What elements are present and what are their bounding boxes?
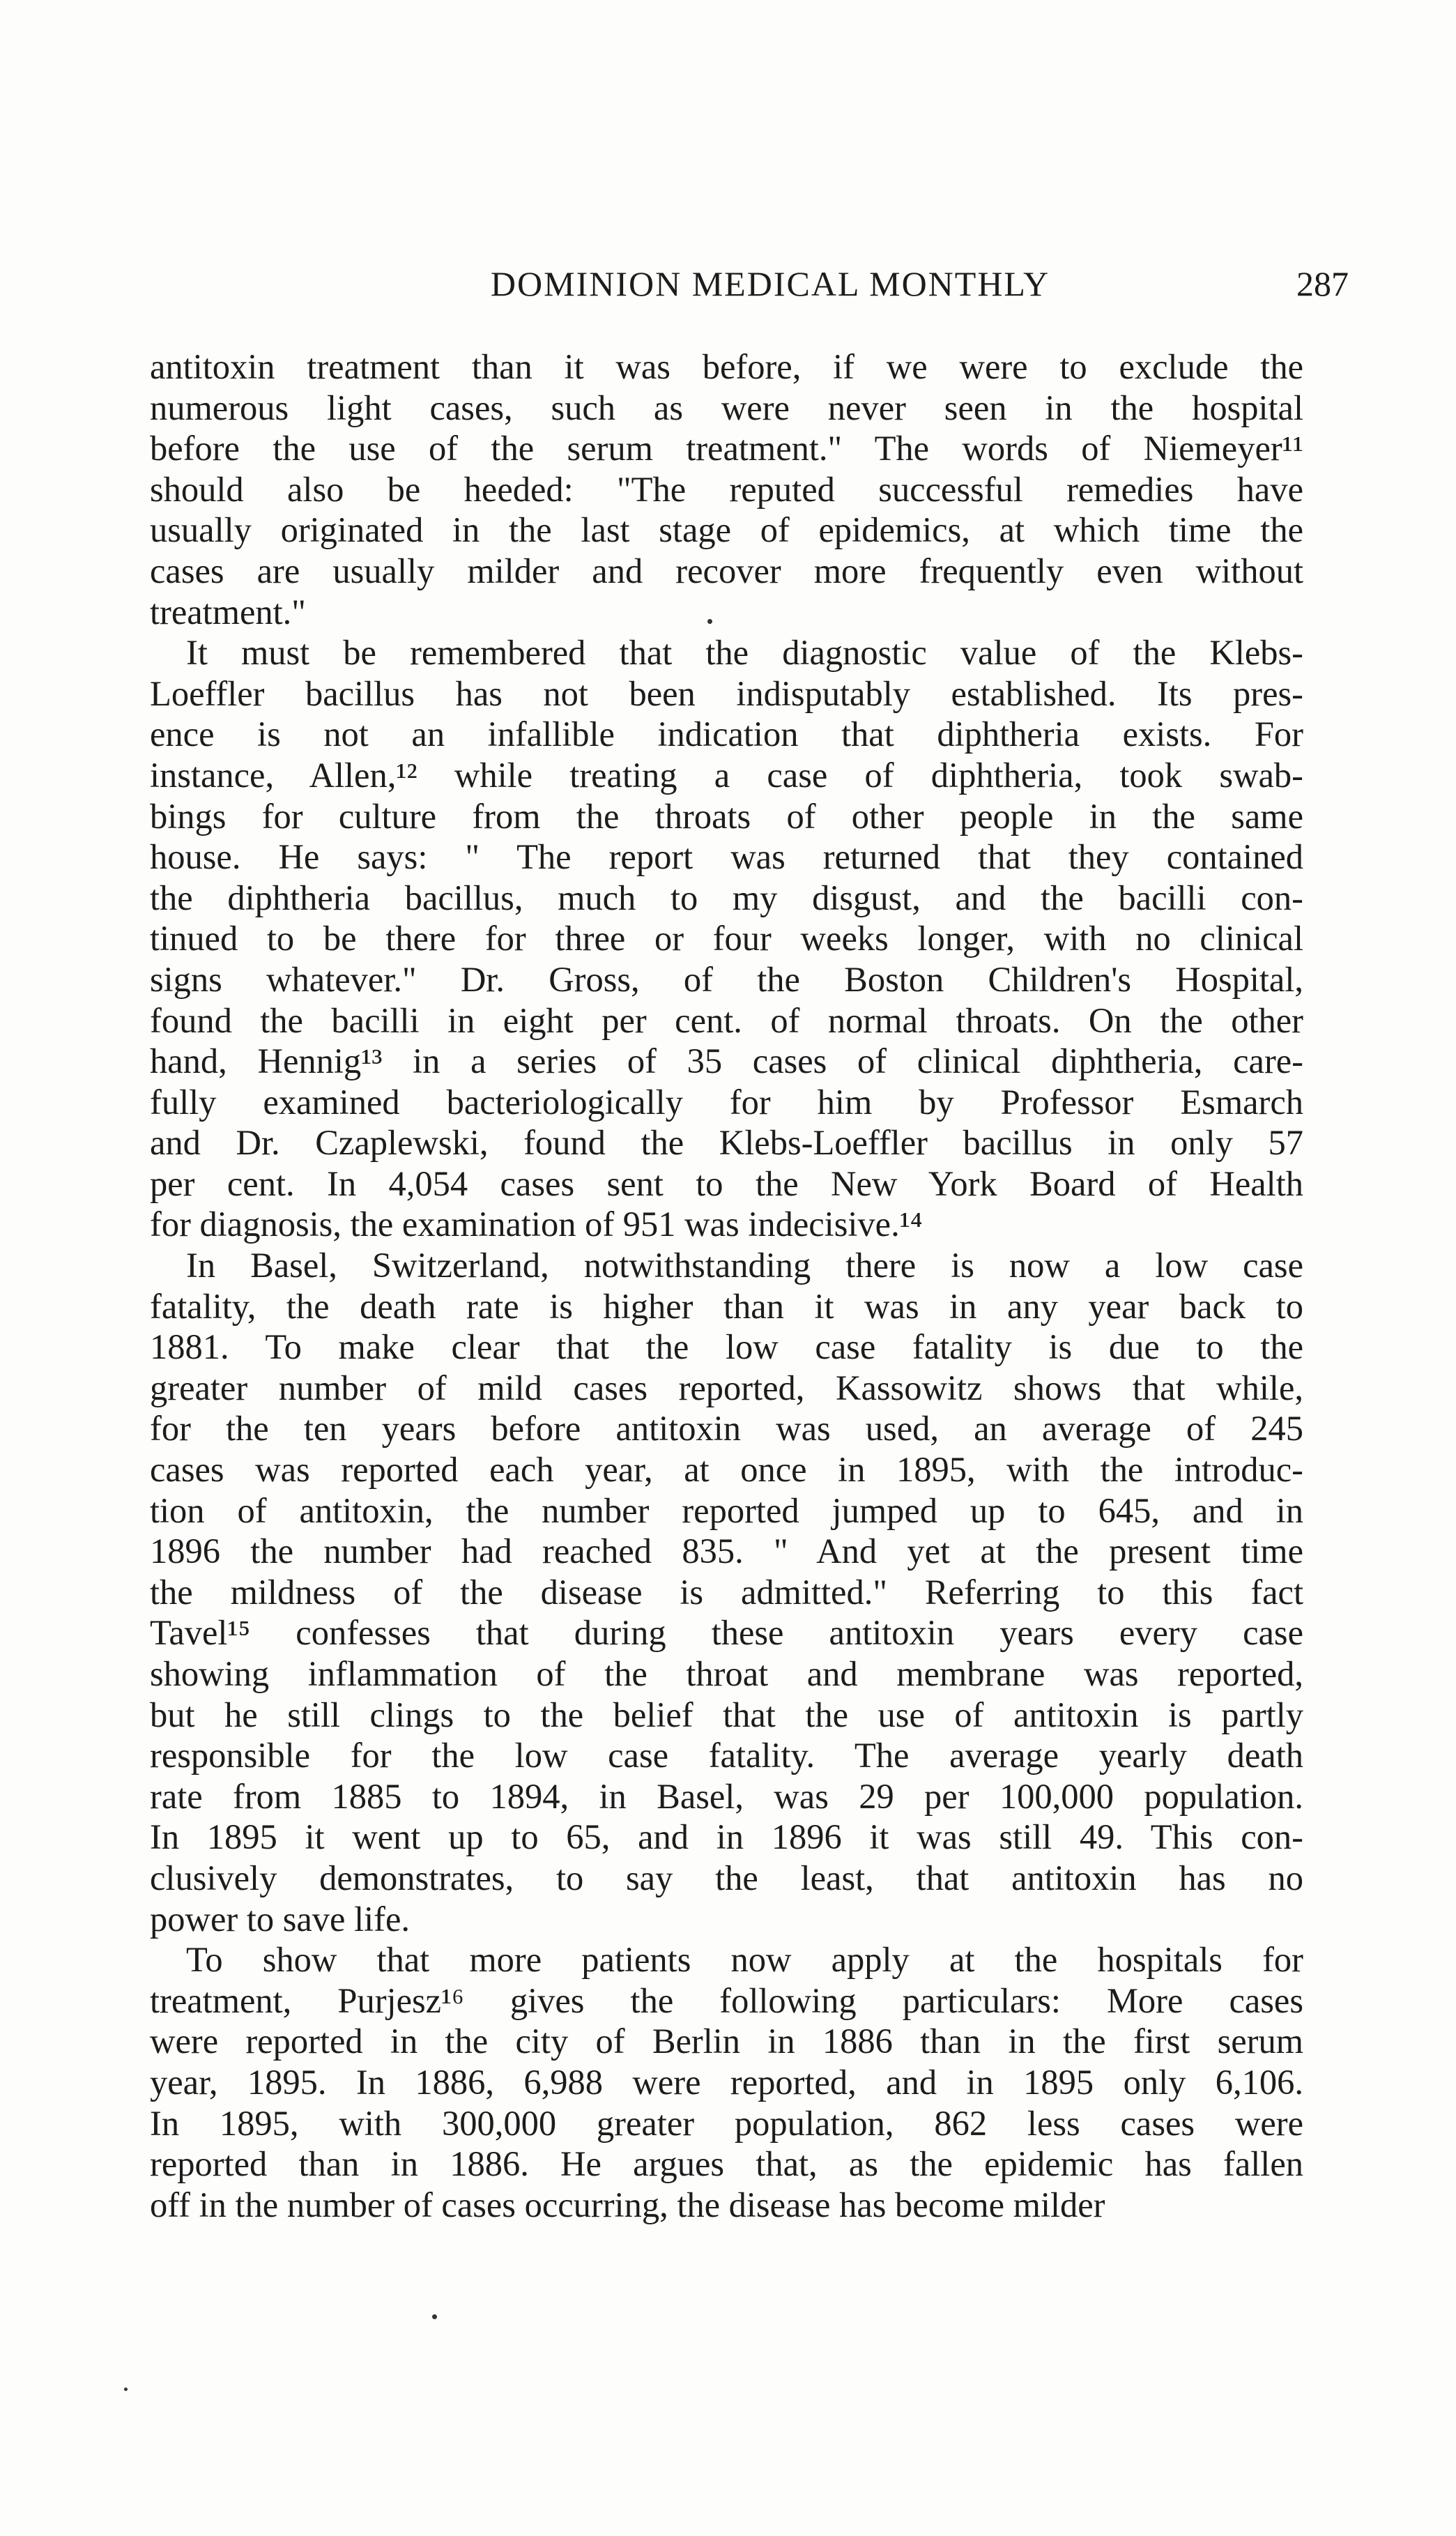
text-line: ence is not an infallible indication that diphtheria exists. For <box>150 715 1303 754</box>
text-line: instance, Allen,¹² while treating a case of diphtheria, took swab- <box>150 755 1303 795</box>
text-line: usually originated in the last stage of epidemics, at which time the <box>150 510 1303 550</box>
text-line: cases was reported each year, at once in 1895, with the introduc- <box>150 1450 1303 1490</box>
text-line: tion of antitoxin, the number reported jumped up to 645, and in <box>150 1490 1303 1530</box>
text-line: In 1895, with 300,000 greater population, 862 less cases were <box>150 2103 1303 2143</box>
paragraph-start-line: In Basel, Switzerland, notwithstanding there is now a low case <box>186 1246 1303 1285</box>
ink-speck <box>432 2314 437 2319</box>
text-line: were reported in the city of Berlin in 1886 than in the first serum <box>150 2022 1303 2061</box>
text-line: off in the number of cases occurring, the disease has become milder <box>150 2185 1105 2224</box>
text-line: antitoxin treatment than it was before, if we were to exclude the <box>150 347 1303 386</box>
text-line: Loeffler bacillus has not been indisputably established. Its pres- <box>150 673 1303 713</box>
text-line: year, 1895. In 1886, 6,988 were reported, and in 1895 only 6,106. <box>150 2062 1303 2102</box>
text-line: tinued to be there for three or four weeks longer, with no clinical <box>150 919 1303 958</box>
text-line: cases are usually milder and recover more frequently even without <box>150 551 1303 590</box>
text-line: responsible for the low case fatality. The average yearly death <box>150 1736 1303 1775</box>
running-title: DOMINION MEDICAL MONTHLY <box>490 264 1050 303</box>
text-line: the diphtheria bacillus, much to my disgust, and the bacilli con- <box>150 878 1303 917</box>
text-line: In 1895 it went up to 65, and in 1896 it was still 49. This con- <box>150 1817 1303 1857</box>
text-line: Tavel¹⁵ confesses that during these antitoxin years every case <box>150 1613 1303 1653</box>
paragraph-start-line: It must be remembered that the diagnostic value of the Klebs- <box>186 633 1303 673</box>
text-line: numerous light cases, such as were never seen in the hospital <box>150 388 1303 427</box>
text-line: greater number of mild cases reported, Kassowitz shows that while, <box>150 1368 1303 1407</box>
text-line: for diagnosis, the examination of 951 was indecisive.¹⁴ <box>150 1205 923 1244</box>
text-line: per cent. In 4,054 cases sent to the New York Board of Health <box>150 1163 1303 1203</box>
text-line: rate from 1885 to 1894, in Basel, was 29 per 100,000 population. <box>150 1776 1303 1816</box>
text-line: house. He says: " The report was returned that they contained <box>150 837 1303 877</box>
text-line: reported than in 1886. He argues that, as the epidemic has fallen <box>150 2144 1303 2184</box>
text-line: the mildness of the disease is admitted." Referring to this fact <box>150 1572 1303 1612</box>
text-line: fully examined bacteriologically for him by Professor Esmarch <box>150 1082 1303 1122</box>
text-line: found the bacilli in eight per cent. of normal throats. On the other <box>150 1000 1303 1040</box>
body-text <box>150 346 1303 2225</box>
text-line: fatality, the death rate is higher than it was in any year back to <box>150 1286 1303 1326</box>
text-line: treatment, Purjesz¹⁶ gives the following particulars: More cases <box>150 1980 1303 2020</box>
text-line: bings for culture from the throats of other people in the same <box>150 796 1303 836</box>
ink-speck <box>124 2388 128 2391</box>
paragraph-start-line: To show that more patients now apply at the hospitals for <box>186 1940 1303 1980</box>
text-line: but he still clings to the belief that the use of antitoxin is partly <box>150 1695 1303 1734</box>
text-line: should also be heeded: "The reputed successful remedies have <box>150 469 1303 509</box>
text-line: 1881. To make clear that the low case fatality is due to the <box>150 1327 1303 1367</box>
text-line: clusively demonstrates, to say the least, that antitoxin has no <box>150 1858 1303 1897</box>
text-line: 1896 the number had reached 835. " And yet at the present time <box>150 1531 1303 1571</box>
ink-speck <box>707 619 712 624</box>
text-line: power to save life. <box>150 1899 411 1939</box>
text-line: before the use of the serum treatment." The words of Niemeyer¹¹ <box>150 429 1303 468</box>
text-line: hand, Hennig¹³ in a series of 35 cases of clinical diphtheria, care- <box>150 1041 1303 1081</box>
text-line: showing inflammation of the throat and membrane was reported, <box>150 1654 1303 1693</box>
text-line: treatment." <box>150 592 306 632</box>
text-line: signs whatever." Dr. Gross, of the Boston Children's Hospital, <box>150 959 1303 999</box>
text-line: and Dr. Czaplewski, found the Klebs-Loeffler bacillus in only 57 <box>150 1123 1303 1163</box>
text-line: for the ten years before antitoxin was used, an average of 245 <box>150 1409 1303 1449</box>
page-number: 287 <box>1296 264 1349 303</box>
